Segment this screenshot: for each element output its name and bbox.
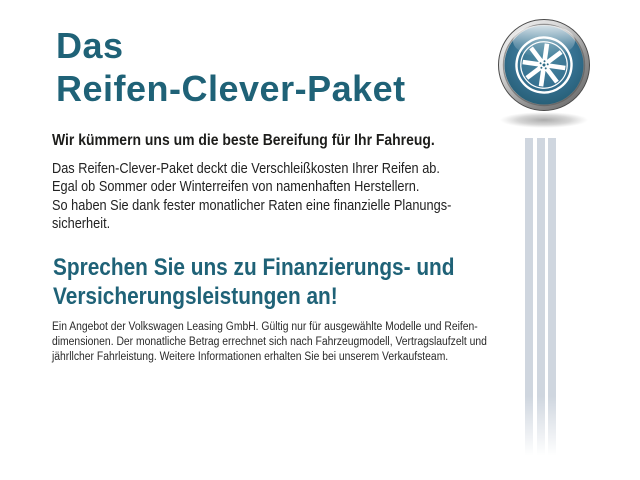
page-title-line1: Das (56, 25, 124, 66)
legal-line: Ein Angebot der Volkswagen Leasing GmbH. Gültig nur für ausgewählte Modelle und Reifen- (52, 321, 478, 333)
page-title-line2: Reifen-Clever-Paket (56, 68, 406, 109)
badge-gloss (513, 25, 575, 57)
body-line: Das Reifen-Clever-Paket deckt die Verschleißkosten Ihrer Reifen ab. (52, 161, 440, 177)
legal-line: jährllcher Fahrleistung. Weitere Informationen erhalten Sie bei unserem Verkaufsteam. (52, 351, 449, 364)
body-line: So haben Sie dank fester monatlicher Raten eine finanzielle Planungs- (52, 197, 452, 214)
intro-subtitle: Wir kümmern uns um die beste Bereifung für Ihr Fahreug. (52, 132, 435, 149)
tire-badge (486, 8, 602, 130)
cta-line1: Sprechen Sie uns zu Finanzierungs- und (53, 254, 455, 281)
body-line: sicherheit. (52, 216, 111, 233)
cta-line2: Versicherungsleistungen an! (53, 282, 338, 310)
legal-text (52, 320, 487, 366)
intro-body (52, 160, 451, 234)
page-title (56, 24, 406, 110)
legal-line: dimensionen. Der monatliche Betrag errechnet sich nach Fahrzeugmodell, Vertragslaufzelt und (52, 336, 487, 349)
decorative-stripes (525, 138, 557, 465)
cta-heading (53, 254, 455, 311)
stripe-fade (523, 396, 559, 466)
badge-shadow (500, 112, 588, 128)
body-line: Egal ob Sommer oder Winterreifen von namenhaften Herstellern. (52, 179, 420, 196)
